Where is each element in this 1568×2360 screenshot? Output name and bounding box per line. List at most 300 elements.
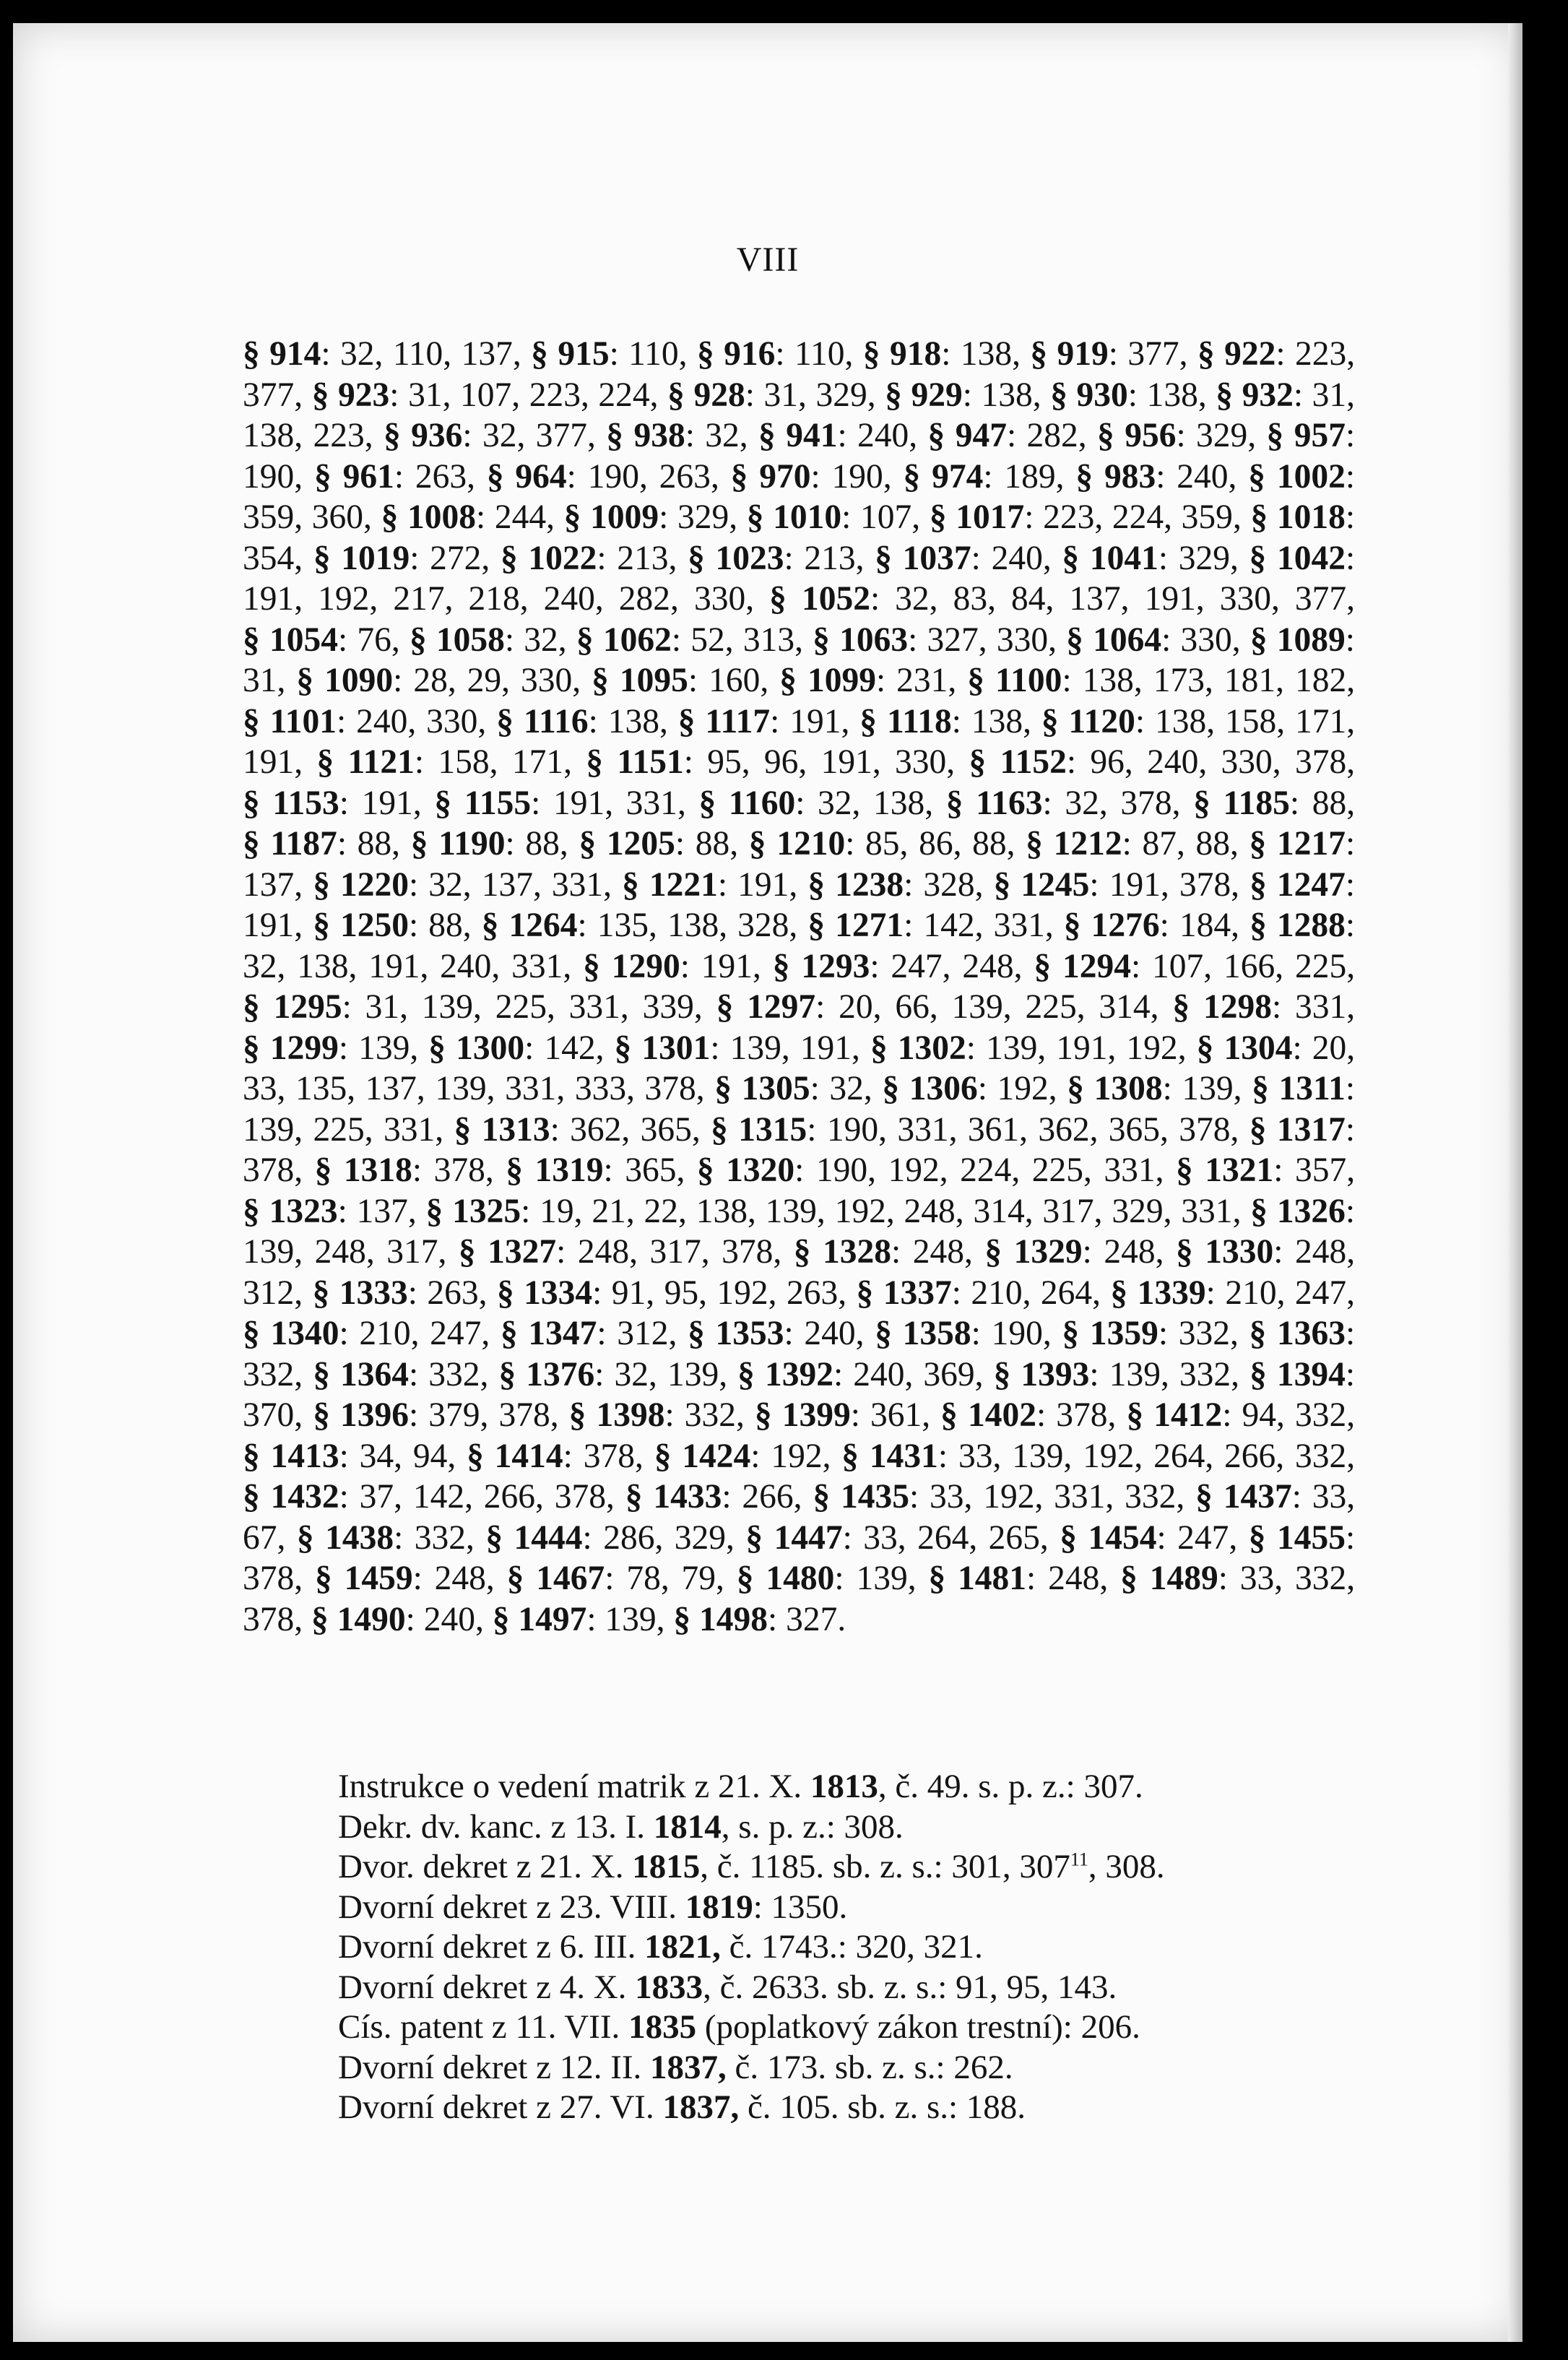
decree-details: č. 1743.: 320, 321. xyxy=(720,1928,983,1966)
page-refs: 137 xyxy=(356,1192,408,1230)
paragraph-number: 1311 xyxy=(1278,1070,1346,1107)
section-sign: § xyxy=(1172,988,1203,1026)
page-refs: 33, 264, 265 xyxy=(863,1518,1040,1557)
page-refs: 33, 139, 192, 264, 266, 332 xyxy=(958,1437,1347,1475)
paragraph-number: 1095 xyxy=(619,662,688,699)
page-refs: 96, 240, 330, 378 xyxy=(1090,743,1347,781)
paragraph-number: 1247 xyxy=(1276,865,1346,904)
index-entry: § 1490: 240 xyxy=(311,1600,475,1638)
decree-reference xyxy=(338,1807,1364,1848)
paragraph-number: 1308 xyxy=(1093,1070,1163,1107)
decree-year: 1837, xyxy=(662,2088,740,2126)
section-sign: § xyxy=(667,376,694,414)
paragraph-number: 1116 xyxy=(523,702,589,740)
paragraph-number: 1327 xyxy=(488,1233,557,1271)
paragraph-number: 1437 xyxy=(1223,1478,1292,1516)
section-sign: § xyxy=(1196,1029,1224,1067)
paragraph-number: 1358 xyxy=(902,1315,971,1352)
index-entry: § 1318: 378 xyxy=(314,1151,485,1189)
section-sign: § xyxy=(313,1355,340,1393)
decree-reference xyxy=(338,1767,1364,1807)
paragraph-number: 1210 xyxy=(776,825,846,863)
index-entry: § 1238: 328 xyxy=(807,865,975,904)
page-refs: 32, 378 xyxy=(1065,784,1172,822)
section-sign: § xyxy=(1248,457,1277,496)
section-sign: § xyxy=(243,784,273,822)
index-entry: § 1120: 138, 158, 171, 191 xyxy=(243,702,1356,781)
index-entry: § 1392: 240, 369 xyxy=(737,1355,975,1393)
index-entry: § 918: 138 xyxy=(862,335,1013,373)
page-refs: 223, 224, 359 xyxy=(1043,498,1233,536)
page-refs: 85, 86, 88 xyxy=(865,825,1007,863)
index-entry: § 1320: 190, 192, 224, 225, 331 xyxy=(696,1151,1156,1189)
section-sign: § xyxy=(1126,1396,1154,1434)
section-sign: § xyxy=(410,825,439,863)
page-refs: 191 xyxy=(701,947,753,985)
paragraph-number: 1319 xyxy=(534,1151,604,1189)
section-sign: § xyxy=(243,1029,270,1067)
page-refs: 354 xyxy=(243,539,295,577)
page-refs: 37, 142, 266, 378 xyxy=(359,1478,607,1516)
index-entry: § 1334: 91, 95, 192, 263 xyxy=(496,1274,839,1312)
section-sign: § xyxy=(1248,1518,1277,1557)
page-refs: 210, 247 xyxy=(1225,1274,1347,1312)
page-refs: 272 xyxy=(430,539,482,577)
index-entry: § 1304: 20, 33, 135, 137, 139, 331, 333, 378 xyxy=(243,1029,1356,1107)
index-entry: § 1393: 139, 332 xyxy=(993,1355,1231,1393)
paragraph-number: 1037 xyxy=(902,539,971,577)
page-refs: 107, 166, 225 xyxy=(1152,947,1347,985)
paragraph-number: 1444 xyxy=(514,1518,583,1557)
decree-reference-list xyxy=(338,1767,1364,2128)
section-sign: § xyxy=(1250,498,1277,536)
section-sign: § xyxy=(485,1518,514,1557)
section-sign: § xyxy=(592,662,620,699)
index-entry: § 1210: 85, 86, 88 xyxy=(748,825,1007,863)
section-sign: § xyxy=(1034,947,1062,985)
page-refs: 34, 94 xyxy=(359,1437,448,1475)
section-sign: § xyxy=(563,498,591,536)
page-refs: 248, 317, 378 xyxy=(577,1233,774,1271)
page-refs: 361 xyxy=(870,1396,922,1434)
paragraph-number: 1295 xyxy=(273,988,342,1026)
section-sign: § xyxy=(576,621,603,659)
index-entry: § 1459: 248 xyxy=(314,1560,486,1597)
page-refs: 33, 332, 378 xyxy=(243,1560,1356,1638)
index-entry: § 1300: 142 xyxy=(428,1029,596,1067)
paragraph-number: 1245 xyxy=(1021,865,1090,904)
index-entry: § 1008: 244 xyxy=(381,498,547,536)
page-refs: 32, 110, 137 xyxy=(340,335,513,373)
paragraph-number: 1330 xyxy=(1205,1233,1274,1271)
page-refs: 139, 191, 192 xyxy=(986,1029,1178,1067)
page-refs: 190 xyxy=(243,457,295,496)
page-refs: 192 xyxy=(997,1070,1049,1107)
paragraph-number: 922 xyxy=(1224,335,1276,373)
paragraph-number: 964 xyxy=(515,457,567,496)
page-refs: 107 xyxy=(860,498,912,536)
paragraph-number: 1063 xyxy=(839,621,909,659)
paragraph-number: 923 xyxy=(338,376,390,414)
page-refs: 240 xyxy=(991,539,1043,577)
index-entry: § 1455: 378 xyxy=(243,1518,1356,1597)
index-entry: § 1376: 32, 139 xyxy=(498,1355,719,1393)
paragraph-number: 1376 xyxy=(526,1355,595,1393)
index-entry: § 1010: 107 xyxy=(746,498,912,536)
page-refs: 240, 369 xyxy=(853,1355,975,1393)
page-refs: 88 xyxy=(695,825,730,863)
paragraph-number: 1294 xyxy=(1062,947,1131,985)
page-number: VIII xyxy=(736,241,800,279)
index-entry: § 1438: 332 xyxy=(296,1518,466,1557)
page-refs: 357 xyxy=(1294,1151,1347,1189)
page-refs: 28, 29, 330 xyxy=(413,662,573,699)
page-refs: 240 xyxy=(1177,457,1229,496)
paragraph-number: 1490 xyxy=(337,1600,406,1638)
index-entry: § 929: 138 xyxy=(885,376,1033,414)
section-sign: § xyxy=(1249,865,1277,904)
paragraph-number: 1293 xyxy=(801,947,870,985)
page-refs: 240, 330 xyxy=(356,702,478,740)
index-entry: § 1394: 370 xyxy=(243,1355,1356,1434)
page-refs: 377 xyxy=(1127,335,1179,373)
page-refs: 138 xyxy=(1146,376,1198,414)
decree-details: , s. p. z.: 308. xyxy=(721,1807,904,1846)
paragraph-number: 1301 xyxy=(641,1029,711,1067)
index-entry: § 932: 31, 138, 223 xyxy=(243,376,1355,454)
index-entry: § 1221: 191 xyxy=(622,865,789,904)
index-entry: § 1151: 95, 96, 191, 330 xyxy=(586,743,947,781)
paragraph-number: 1432 xyxy=(270,1478,339,1516)
section-sign: § xyxy=(1197,335,1225,373)
paragraph-number: 1221 xyxy=(649,865,718,904)
page-refs: 332 xyxy=(414,1518,466,1557)
page-refs: 88 xyxy=(428,907,463,944)
index-entry: § 1412: 94, 332 xyxy=(1126,1396,1347,1434)
page-refs: 78, 79 xyxy=(626,1560,716,1597)
page-refs: 31, 107, 223, 224 xyxy=(408,376,650,414)
index-entry: § 1271: 142, 331 xyxy=(807,907,1045,944)
paragraph-number: 1276 xyxy=(1091,907,1160,944)
index-entry: § 1396: 379, 378 xyxy=(313,1396,550,1434)
section-sign: § xyxy=(654,1437,683,1475)
decree-title: Dvor. dekret z 21. X. xyxy=(338,1848,633,1885)
decree-reference xyxy=(338,1927,1364,1968)
paragraph-number: 1019 xyxy=(341,539,410,577)
page-refs: 20, 66, 139, 225, 314 xyxy=(839,988,1151,1026)
decree-reference xyxy=(338,2088,1364,2128)
section-sign: § xyxy=(311,376,339,414)
paragraph-number: 974 xyxy=(932,457,984,496)
paragraph-number: 1315 xyxy=(738,1110,807,1149)
index-entry: § 1313: 362, 365 xyxy=(454,1110,692,1149)
page-refs: 19, 21, 22, 138, 139, 192, 248, 314, 317, 329, 331 xyxy=(540,1192,1233,1230)
index-entry: § 1116: 138 xyxy=(496,702,659,740)
section-sign: § xyxy=(969,743,1000,781)
section-sign: § xyxy=(1062,539,1090,577)
section-sign: § xyxy=(993,1355,1021,1393)
index-entry: § 1358: 190 xyxy=(875,1315,1043,1352)
index-entry: § 1498: 327 xyxy=(673,1600,838,1638)
section-sign: § xyxy=(698,784,729,822)
paragraph-number: 918 xyxy=(889,335,942,373)
section-sign: § xyxy=(425,1192,453,1230)
paragraph-number: 961 xyxy=(342,457,394,496)
paragraph-number: 1337 xyxy=(883,1274,952,1312)
page-refs: 32 xyxy=(829,1070,864,1107)
index-entry: § 1250: 88 xyxy=(313,907,463,944)
section-sign: § xyxy=(1216,376,1242,414)
paragraph-number: 1359 xyxy=(1089,1315,1158,1352)
paragraph-number: 1217 xyxy=(1276,825,1346,863)
page-refs: 327 xyxy=(786,1600,838,1638)
paragraph-number: 1017 xyxy=(956,498,1025,536)
section-sign: § xyxy=(1026,825,1054,863)
index-entry: § 1062: 52, 313 xyxy=(576,621,795,659)
paragraph-number: 1392 xyxy=(764,1355,833,1393)
section-sign: § xyxy=(1266,417,1294,454)
page-refs: 138, 173, 181, 182 xyxy=(1082,662,1347,699)
page-refs: 191, 192, 217, 218, 240, 282, 330 xyxy=(243,580,746,618)
page-edge-shadow xyxy=(1508,23,1522,2342)
paragraph-number: 1320 xyxy=(726,1151,795,1189)
paragraph-number: 1187 xyxy=(270,825,337,863)
index-entry: § 1363: 332 xyxy=(243,1315,1356,1393)
paragraph-number: 1334 xyxy=(524,1274,593,1312)
page-refs: 329 xyxy=(1178,539,1230,577)
paragraph-number: 1313 xyxy=(481,1110,550,1149)
page-refs: 76 xyxy=(357,621,391,659)
page-refs: 94, 332 xyxy=(1242,1396,1347,1434)
page-refs: 223, 377 xyxy=(243,335,1356,414)
index-entry: § 1353: 240 xyxy=(688,1315,856,1352)
section-sign: § xyxy=(1075,457,1104,496)
section-sign: § xyxy=(688,539,716,577)
index-entry: § 1359: 332 xyxy=(1062,1315,1230,1352)
paragraph-number: 1054 xyxy=(269,621,338,659)
index-entry: § 1052: 32, 83, 84, 137, 191, 330, 377 xyxy=(769,580,1347,618)
page-refs: 139, 191 xyxy=(729,1029,852,1067)
page-refs: 33, 67 xyxy=(243,1478,1356,1557)
section-sign: § xyxy=(940,1396,968,1434)
paragraph-number: 1321 xyxy=(1205,1151,1274,1189)
page-refs: 88 xyxy=(357,825,392,863)
page-refs: 266 xyxy=(742,1478,794,1516)
page-refs: 139, 248, 317 xyxy=(243,1233,438,1271)
page-refs: 247 xyxy=(1177,1518,1229,1557)
paragraph-number: 1002 xyxy=(1276,457,1346,496)
paragraph-number: 1394 xyxy=(1276,1355,1346,1393)
paragraph-number: 1399 xyxy=(781,1396,851,1434)
page-refs: 138 xyxy=(960,335,1013,373)
decree-details: , č. 49. s. p. z.: 307. xyxy=(878,1768,1143,1805)
section-sign: § xyxy=(967,662,996,699)
index-entry: § 970: 190 xyxy=(730,457,883,496)
section-sign: § xyxy=(316,743,348,781)
section-sign: § xyxy=(243,1437,271,1475)
index-entry: § 1327: 248, 317, 378 xyxy=(458,1233,774,1271)
index-entry: § 1414: 378 xyxy=(467,1437,635,1475)
decree-year: 1837, xyxy=(650,2048,727,2086)
section-sign: § xyxy=(381,498,408,536)
paragraph-number: 914 xyxy=(269,335,321,373)
paragraph-number: 1438 xyxy=(325,1518,394,1557)
paragraph-number: 1118 xyxy=(886,702,952,740)
decree-details: , č. 1185. sb. z. s.: 301, 307 xyxy=(700,1848,1070,1885)
section-sign: § xyxy=(1041,702,1069,740)
section-sign: § xyxy=(313,865,340,904)
index-entry: § 1497: 139 xyxy=(492,1600,657,1638)
decree-title: Cís. patent z 11. VII. xyxy=(338,2008,629,2046)
section-sign: § xyxy=(243,988,274,1026)
page-refs: 31, 139, 225, 331, 339 xyxy=(365,988,694,1026)
page-refs: 378 xyxy=(433,1151,485,1189)
paragraph-number: 1299 xyxy=(269,1029,339,1067)
paragraph-number: 1347 xyxy=(528,1315,597,1352)
paragraph-number: 970 xyxy=(759,457,811,496)
section-sign: § xyxy=(696,335,724,373)
paragraph-number: 983 xyxy=(1104,457,1156,496)
paragraph-number: 1481 xyxy=(958,1560,1027,1597)
paragraph-number: 1120 xyxy=(1068,702,1135,740)
index-entry: § 1018: 354 xyxy=(243,498,1356,577)
paragraph-number: 1297 xyxy=(747,988,816,1026)
page-refs: 88 xyxy=(1312,784,1347,822)
page-refs: 359, 360 xyxy=(243,498,364,536)
paragraph-number: 932 xyxy=(1242,376,1294,414)
decree-reference xyxy=(338,2007,1364,2048)
index-entry: § 1017: 223, 224, 359 xyxy=(929,498,1233,536)
index-entry: § 916: 110 xyxy=(696,335,845,373)
paragraph-number: 1152 xyxy=(1000,743,1067,781)
paragraph-number: 1041 xyxy=(1089,539,1158,577)
section-sign: § xyxy=(716,988,748,1026)
section-sign: § xyxy=(993,865,1021,904)
section-sign: § xyxy=(1249,1110,1277,1149)
section-sign: § xyxy=(531,335,558,373)
index-entry: § 914: 32, 110, 137 xyxy=(243,335,513,373)
decree-year: 1815 xyxy=(632,1848,701,1885)
page-refs: 33, 192, 331, 332 xyxy=(930,1478,1177,1516)
paragraph-number: 1364 xyxy=(340,1355,409,1393)
section-sign: § xyxy=(409,621,436,659)
paragraph-number: 1064 xyxy=(1093,621,1162,659)
index-entry: § 1288: 32, 138, 191, 240, 331 xyxy=(243,907,1356,985)
paragraph-number: 1151 xyxy=(617,743,684,781)
index-entry: § 1099: 231 xyxy=(779,662,948,699)
decree-title: Dekr. dv. kanc. z 13. I. xyxy=(338,1807,654,1846)
index-entry: § 1444: 286, 329 xyxy=(485,1518,727,1557)
page-refs: 248 xyxy=(1104,1233,1156,1271)
index-entry: § 947: 282 xyxy=(927,417,1078,454)
index-entry: § 1264: 135, 138, 328 xyxy=(481,907,789,944)
paragraph-number: 1288 xyxy=(1276,907,1346,944)
decree-title: Dvorní dekret z 4. X. xyxy=(338,1968,636,2006)
paragraph-number: 1058 xyxy=(436,621,505,659)
page-refs: 362, 365 xyxy=(570,1110,692,1149)
decree-details: č. 173. sb. z. s.: 262. xyxy=(726,2048,1013,2086)
section-sign: § xyxy=(1252,1070,1279,1107)
index-entry: § 1185: 88 xyxy=(1193,784,1347,822)
index-entry: § 1302: 139, 191, 192 xyxy=(870,1029,1178,1067)
section-sign: § xyxy=(903,457,932,496)
index-entry: § 1217: 137 xyxy=(243,825,1356,904)
page-refs: 213 xyxy=(617,539,669,577)
section-sign: § xyxy=(870,1029,898,1067)
section-sign: § xyxy=(622,865,649,904)
index-entry: § 1323: 137 xyxy=(243,1192,408,1230)
paragraph-number: 1304 xyxy=(1223,1029,1293,1067)
page-refs: 139 xyxy=(856,1560,908,1597)
section-sign: § xyxy=(492,1600,519,1638)
section-sign: § xyxy=(758,417,787,454)
page-refs: 248, 312 xyxy=(243,1233,1356,1312)
decree-details: (poplatkový zákon trestní): 206. xyxy=(696,2008,1140,2046)
index-entry: § 1347: 312 xyxy=(500,1315,669,1352)
section-sign: § xyxy=(929,498,956,536)
section-sign: § xyxy=(677,702,706,740)
book-page xyxy=(13,23,1522,2342)
index-entry: § 1152: 96, 240, 330, 378 xyxy=(969,743,1347,781)
section-sign: § xyxy=(486,457,516,496)
index-entry: § 1100: 138, 173, 181, 182 xyxy=(967,662,1347,699)
section-sign: § xyxy=(506,1151,535,1189)
index-entry: § 1101: 240, 330 xyxy=(243,702,478,740)
index-entry: § 1212: 87, 88 xyxy=(1026,825,1230,863)
decree-year: 1835 xyxy=(628,2008,697,2046)
page-refs: 190, 192, 224, 225, 331 xyxy=(815,1151,1156,1189)
section-sign: § xyxy=(1097,417,1125,454)
section-sign: § xyxy=(243,825,271,863)
section-sign: § xyxy=(243,1478,271,1516)
section-sign: § xyxy=(841,1437,870,1475)
index-entry: § 1276: 184 xyxy=(1063,907,1231,944)
paragraph-number: 1089 xyxy=(1276,621,1346,659)
section-sign: § xyxy=(496,702,524,740)
index-entry: § 964: 190, 263 xyxy=(486,457,711,496)
index-entry: § 1117: 191 xyxy=(677,702,841,740)
paragraph-number: 1300 xyxy=(456,1029,525,1067)
page-refs: 32, 377 xyxy=(482,417,588,454)
section-sign: § xyxy=(1249,825,1277,863)
paragraph-number: 957 xyxy=(1294,417,1346,454)
index-entry: § 1041: 329 xyxy=(1062,539,1230,577)
index-entry: § 1009: 329 xyxy=(563,498,729,536)
section-sign: § xyxy=(696,1151,727,1189)
section-sign: § xyxy=(1176,1233,1205,1271)
paragraph-number: 1010 xyxy=(773,498,842,536)
page-refs: 210, 247 xyxy=(359,1315,482,1352)
index-entry: § 1042: 191, 192, 217, 218, 240, 282, 330 xyxy=(243,539,1356,618)
paragraph-number: 1326 xyxy=(1276,1192,1346,1230)
paragraph-number: 1090 xyxy=(324,662,394,699)
section-sign: § xyxy=(1062,1315,1090,1352)
paragraph-index: § 914: 32, 110, 137, § 915: 110, § 916: 110, § 918: 138, § 919: 377, § 922: 223, 377, § 923: 31, 107, 223, 224, § 928: 31, 329, § 929: 138, § 930: 138, § 932: 31, 138, 223, § 936: 32, 377, § 938: 32, § 941: 240, § 947: 282, § 956: 329, § 957: 190, § 961: 263, § 964: 190, 263, § 970: 190, § 974: 189, § 983: 240, § 1002: 359, 360, § 1008: 244, § 1009: 329, § 1010: 107, § 1017: 223, 224, 359, § 1018: 354, § 1019: 272, § 1022: 213, § 1023: 213, § 1037: 240, § 1041: 329, § 1042: 191, 192, 217, 218, 240, 282, 330, § 1052: 32, 83, 84, 137, 191, 330, 377, § 1054: 76, § 1058: 32, § 1062: 52, 313, § 1063: 327, 330, § 1064: 330, § 1089: 31, § 1090: 28, 29, 330, § 1095: 160, § 1099: 231, § 1100: 138, 173, 181, 182, § 1101: 240, 330, § 1116: 138, § 1117: 191, § 1118: 138, § 1120: 138, 158, 171, 191, § 1121: 158, 171, § 1151: 95, 96, 191, 330, § 1152: 96, 240, 330, 378, § 1153: 191, § 1155: 191, 331, § 1160: 32, 138, § 1163: 32, 378, § 1185: 88, § 1187: 88, § 1190: 88, § 1205: 88, § 1210: 85, 86, 88, § 1212: 87, 88, § 1217: 137, § 1220: 32, 137, 331, § 1221: 191, § 1238: 328, § 1245: 191, 378, § 1247: 191, § 1250: 88, § 1264: 135, 138, 328, § 1271: 142, 331, § 1276: 184, § 1288: 32, 138, 191, 240, 331, § 1290: 191, § 1293: 247, 248, § 1294: 107, 166, 225, § 1295: 31, 139, 225, 331, 339, § 1297: 20, 66, 139, 225, 314, § 1298: 331, § 1299: 139, § 1300: 142, § 1301: 139, 191, § 1302: 139, 191, 192, § 1304: 20, 33, 135, 137, 139, 331, 333, 378, § 1305: 32, § 1306: 192, § 1308: 139, § 1311: 139, 225, 331, § 1313: 362, 365, § 1315: 190, 331, 361, 362, 365, 378, § 1317: 378, § 1318: 378, § 1319: 365, § 1320: 190, 192, 224, 225, 331, § 1321: 357, § 1323: 137, § 1325: 19, 21, 22, 138, 139, 192, 248, 314, 317, 329, 331, § 1326: 139, 248, 317, § 1327: 248, 317, 378, § 1328: 248, § 1329: 248, § 1330: 248, 312, § 1333: 263, § 1334: 91, 95, 192, 263, § 1337: 210, 264, § 1339: 210, 247, § 1340: 210, 247, § 1347: 312, § 1353: 240, § 1358: 190, § 1359: 332, § 1363: 332, § 1364: 332, § 1376: 32, 139, § 1392: 240, 369, § 1393: 139, 332, § 1394: 370, § 1396: 379, 378, § 1398: 332, § 1399: 361, § 1402: 378, § 1412: 94, 332, § 1413: 34, 94, § 1414: 378, § 1424: 192, § 1431: 33, 139, 192, 264, 266, 332, § 1432: 37, 142, 266, 378, § 1433: 266, § 1435: 33, 192, 331, 332, § 1437: 33, 67, § 1438: 332, § 1444: 286, 329, § 1447: 33, 264, 265, § 1454: 247, § 1455: 378, § 1459: 248, § 1467: 78, 79, § 1480: 139, § 1481: 248, § 1489: 33, 332, 378, § 1490: 240, § 1497: 139, § 1498: 327. xyxy=(243,335,1356,1638)
index-entry: § 1095: 160 xyxy=(592,662,761,699)
index-entry: § 922: 223, 377 xyxy=(243,335,1356,414)
paragraph-number: 1018 xyxy=(1276,498,1346,536)
decree-title: Dvorní dekret z 12. II. xyxy=(338,2048,650,2086)
decree-title: Dvorní dekret z 23. VIII. xyxy=(338,1888,685,1926)
index-entry: § 1163: 32, 378 xyxy=(945,784,1172,822)
index-entry: § 1089: 31 xyxy=(243,621,1355,699)
index-entry: § 1054: 76 xyxy=(243,621,391,659)
index-entry: § 1037: 240 xyxy=(875,539,1043,577)
page-refs: 139, 225, 331 xyxy=(243,1110,436,1149)
paragraph-number: 938 xyxy=(633,417,685,454)
section-sign: § xyxy=(583,947,612,985)
decree-details-tail: , 308. xyxy=(1088,1848,1165,1885)
